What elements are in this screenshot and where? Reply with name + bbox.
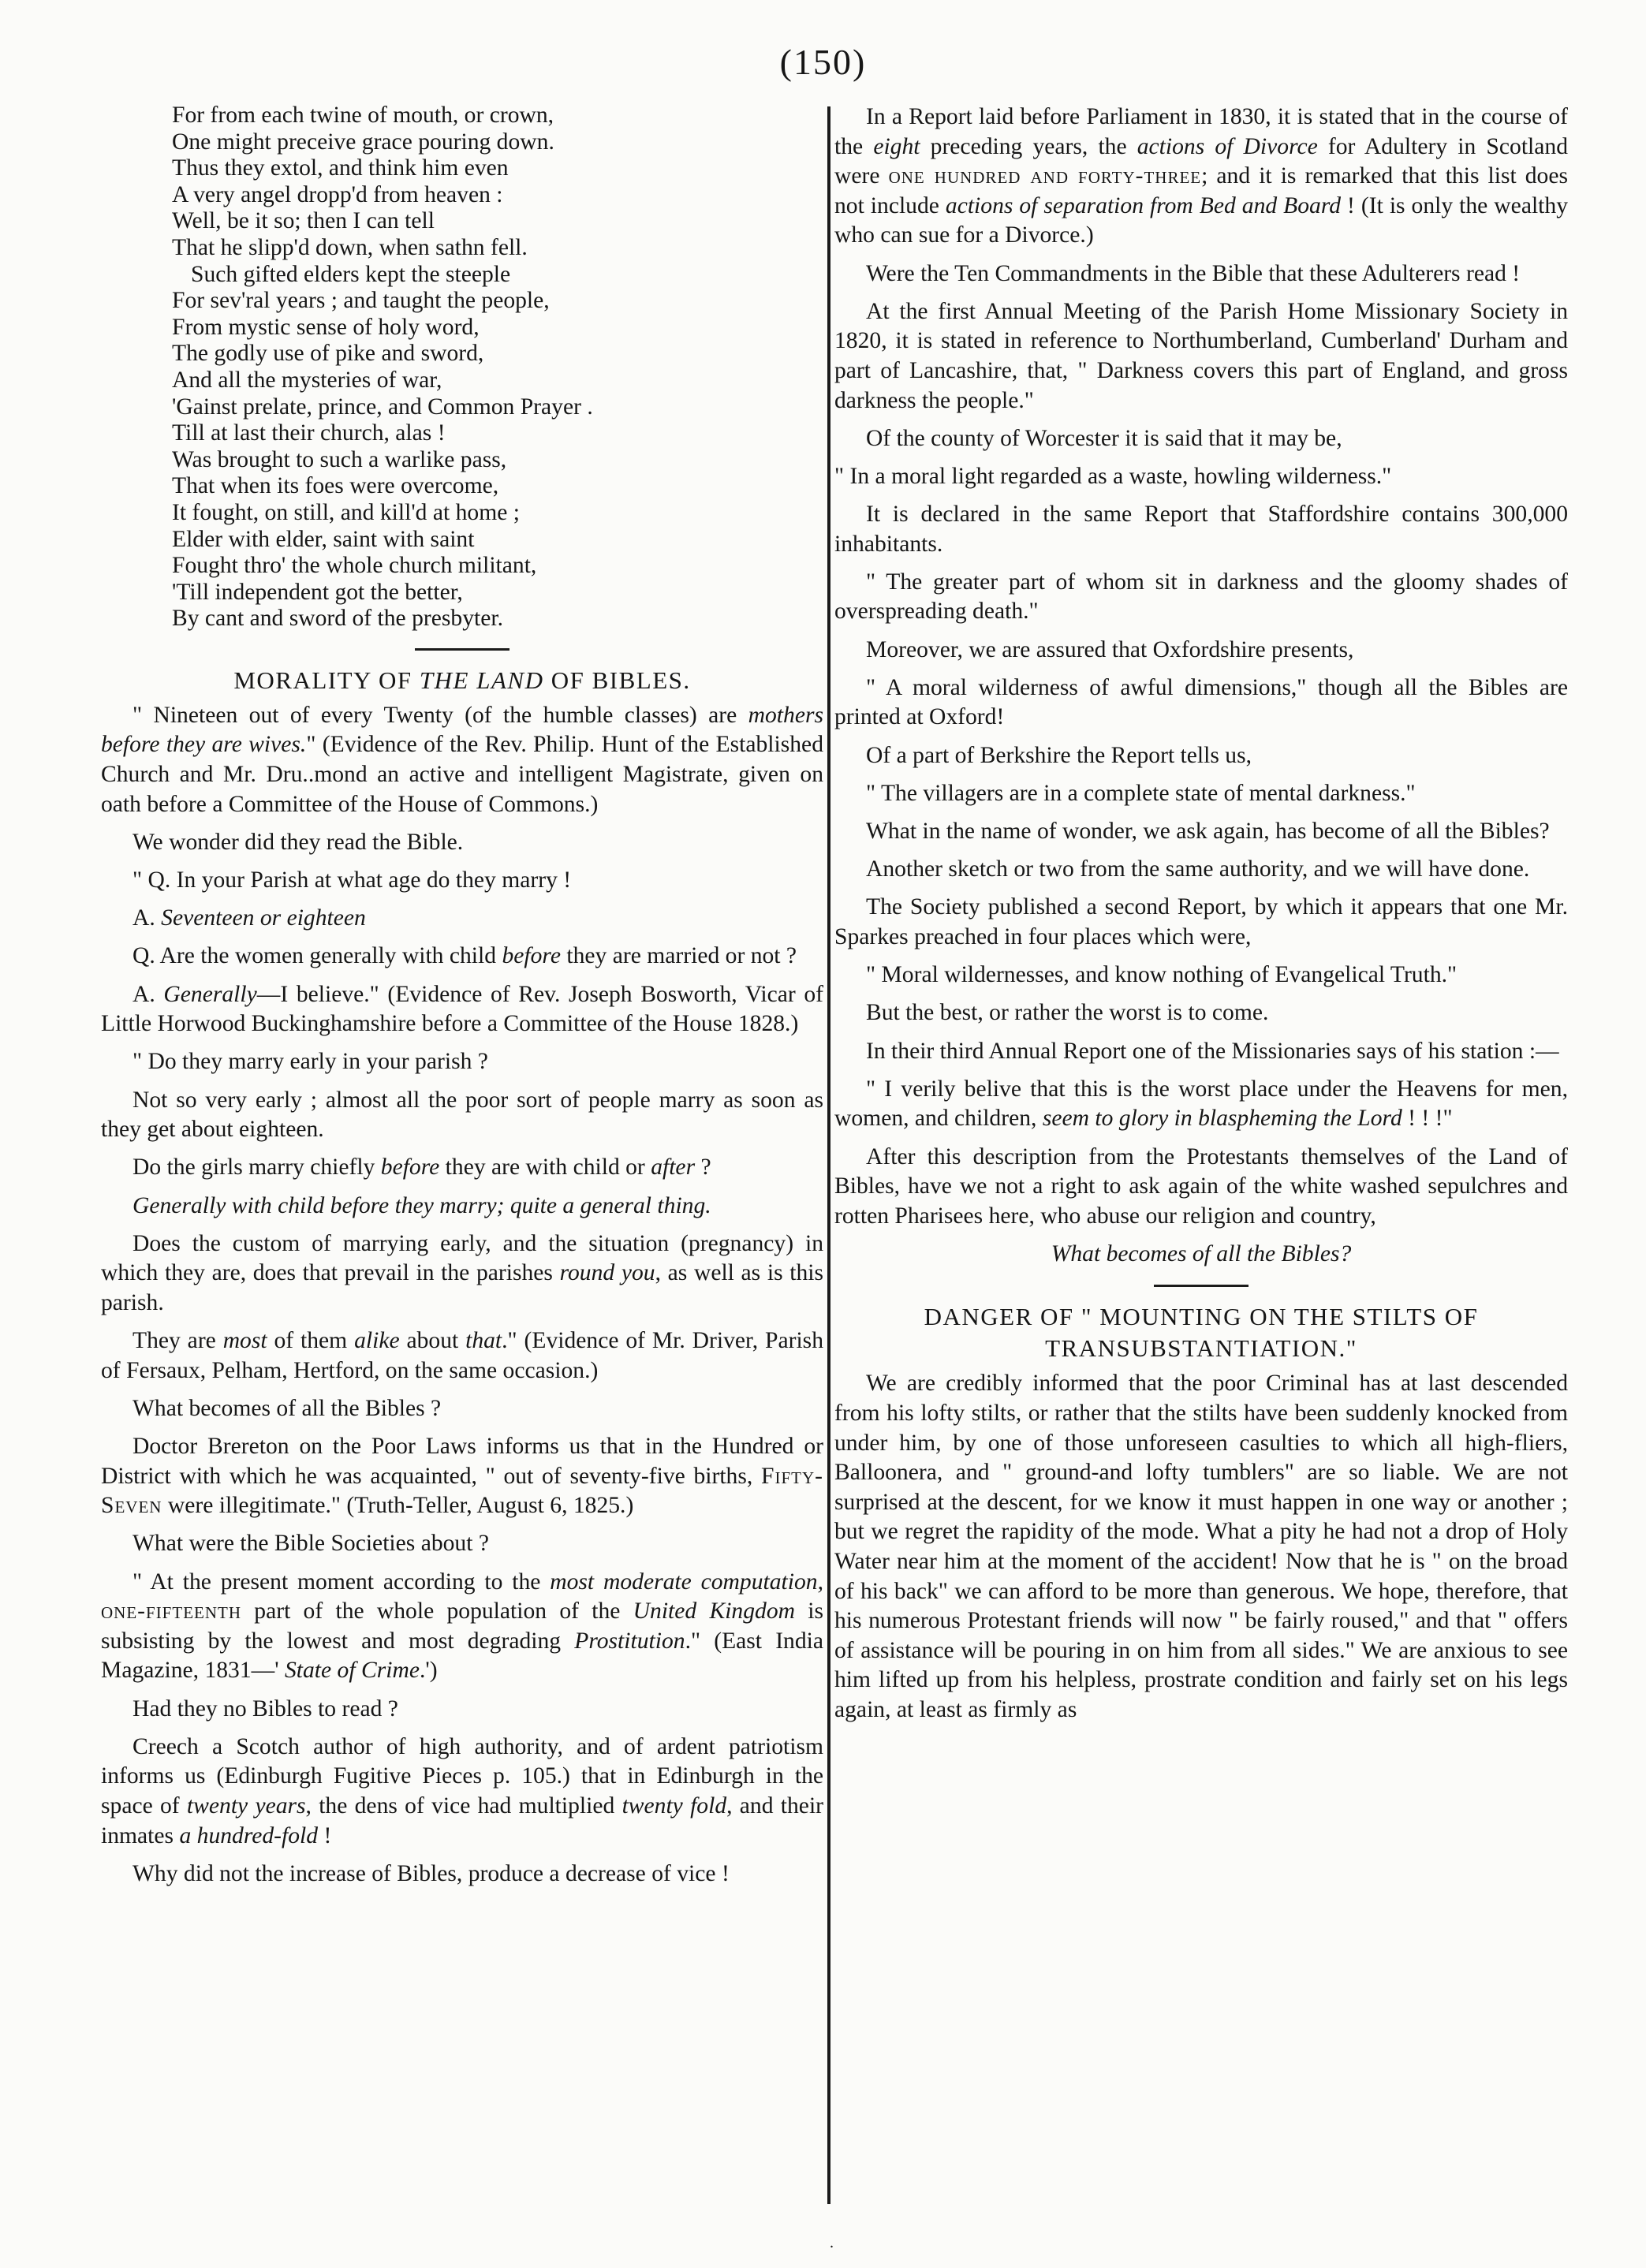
right-column: [834, 103, 1568, 2216]
paragraph: What becomes of all the Bibles ?: [133, 1395, 442, 1421]
footer-mark: .: [830, 2234, 834, 2251]
poem-line: That when its foes were overcome,: [172, 473, 499, 499]
closing-line: What becomes of all the Bibles?: [1051, 1240, 1352, 1266]
paragraph: Generally with child before they marry; quite a general thing.: [133, 1192, 711, 1218]
article-heading: MORALITY OF THE LAND OF BIBLES.: [233, 666, 691, 694]
column-rule: [827, 106, 830, 2204]
poem-line: Thus they extol, and think him even: [172, 155, 509, 181]
left-column: [101, 103, 823, 2216]
paragraph: Not so very early ; almost all the poor sort of people marry as soon as they get about eighteen.: [101, 1087, 823, 1143]
paragraph: Why did not the increase of Bibles, produce a decrease of vice !: [133, 1860, 730, 1886]
paragraph: Of the county of Worcester it is said that it may be,: [866, 425, 1342, 451]
poem-line: A very angel dropp'd from heaven :: [172, 181, 503, 207]
section-separator: [415, 648, 509, 651]
poem-line: 'Gainst prelate, prince, and Common Prayer .: [172, 394, 593, 420]
paragraph: " Nineteen out of every Twenty (of the humble classes) are mothers before they are wives." (Evidence of the Rev. Philip. Hunt of the Established Church and Mr. Dru..mond an active and intelligent Magistrate, given on oath before a Committee of the House of Commons.): [101, 702, 823, 817]
poem-line: Till at last their church, alas !: [172, 420, 446, 446]
poem-line: For from each twine of mouth, or crown,: [172, 103, 554, 128]
paragraph: " I verily belive that this is the worst place under the Heavens for men, women, and children, seem to glory in blaspheming the Lord ! ! !": [834, 1076, 1568, 1132]
paragraph: We wonder did they read the Bible.: [133, 829, 464, 855]
paragraph: In their third Annual Report one of the Missionaries says of his station :—: [866, 1038, 1559, 1064]
paragraph: What were the Bible Societies about ?: [133, 1531, 489, 1557]
poem-line: That he slipp'd down, when sathn fell.: [172, 234, 528, 260]
paragraph: We are credibly informed that the poor Criminal has at last descended from his lofty stilts, or rather that the stilts have been suddenly knocked from under him, by one of those unforeseen casulties to which all high-fliers, Balloonera, and " ground-and lofty tumblers" are so liable. We are not surprised at the descent, for we know it must happen in one way or another ; but we regret the rapidity of the mode. What a pity he had not a drop of Holy Water near him at the moment of the accident! Now that he is " on the broad of his back" we can afford to be more than generous. We hope, therefore, that his numerous Protestant friends will now " be fairly roused," and that " offers of assistance will be pouring in on him from all sides." We are anxious to see him lifted up from his helpless, prostrate condition and fairly set on his legs again, at least as firmly as: [834, 1371, 1568, 1722]
paragraph: Of a part of Berkshire the Report tells us,: [866, 742, 1252, 768]
poem-line: Was brought to such a warlike pass,: [172, 446, 507, 472]
paragraph: Q. Are the women generally with child before they are married or not ?: [133, 943, 797, 969]
poem-line: One might preceive grace pouring down.: [172, 129, 554, 155]
paragraph: Do the girls marry chiefly before they are with child or after ?: [133, 1155, 711, 1181]
poem: [172, 103, 823, 632]
paragraph: A. Seventeen or eighteen: [133, 905, 366, 931]
poem-line: From mystic sense of holy word,: [172, 314, 480, 340]
paragraph: After this description from the Protestants themselves of the Land of Bibles, have we not a right to ask again of the white washed sepulchres and rotten Pharisees here, who abuse our religion and country,: [834, 1143, 1568, 1229]
paragraph: In a Report laid before Parliament in 1830, it is stated that in the course of the eight preceding years, the actions of Divorce for Adultery in Scotland were one hundred and forty-three; and it is remarked that this list does not include actions of separation from Bed and Board ! (It is only the wealthy who can sue for a Divorce.): [834, 104, 1568, 248]
paragraph: " In a moral light regarded as a waste, howling wilderness.": [834, 463, 1392, 489]
paragraph: " At the present moment according to the most moderate computation, one-fifteenth part of the whole population of the United Kingdom is subsisting by the lowest and most degrading Prostitution." (East India Magazine, 1831—' State of Crime.'): [101, 1569, 823, 1684]
paragraph: But the best, or rather the worst is to come.: [866, 1000, 1269, 1026]
paragraph: " Q. In your Parish at what age do they marry !: [133, 867, 572, 893]
poem-line: Elder with elder, saint with saint: [172, 526, 475, 552]
paragraph: Had they no Bibles to read ?: [133, 1695, 398, 1722]
paragraph: " Moral wildernesses, and know nothing of Evangelical Truth.": [866, 962, 1458, 988]
page-number: (150): [779, 42, 867, 82]
paragraph: The Society published a second Report, by which it appears that one Mr. Sparkes preached in four places which were,: [834, 894, 1568, 949]
paragraph: Moreover, we are assured that Oxfordshire presents,: [866, 636, 1354, 662]
paragraph: Creech a Scotch author of high authority, and of ardent patriotism informs us (Edinburgh Fugitive Pieces p. 105.) that in Edinburgh in the space of twenty years, the dens of vice had multiplied twenty fold, and their inmates a hundred-fold !: [101, 1733, 823, 1848]
poem-line: Such gifted elders kept the steeple: [191, 261, 511, 287]
section-separator: [1154, 1285, 1248, 1287]
paragraph: Doctor Brereton on the Poor Laws informs us that in the Hundred or District with which he was acquainted, " out of seventy-five births, Fifty-Seven were illegitimate." (Truth-Teller, August 6, 1825.): [101, 1434, 823, 1519]
poem-line: The godly use of pike and sword,: [172, 341, 484, 367]
poem-line: 'Till independent got the better,: [172, 579, 463, 605]
paragraph: It is declared in the same Report that Staffordshire contains 300,000 inhabitants.: [834, 502, 1568, 557]
paragraph: " Do they marry early in your parish ?: [133, 1049, 488, 1075]
paragraph: What in the name of wonder, we ask again, has become of all the Bibles?: [866, 819, 1550, 844]
poem-line: For sev'ral years ; and taught the people,: [172, 288, 550, 314]
paragraph: Another sketch or two from the same authority, and we will have done.: [866, 856, 1530, 882]
poem-line: It fought, on still, and kill'd at home ;: [172, 499, 520, 525]
paragraph: At the first Annual Meeting of the Parish Home Missionary Society in 1820, it is stated in reference to Northumberland, Cumberland' Durham and part of Lancashire, that, " Darkness covers this part of England, and gross darkness the people.": [834, 298, 1568, 413]
paragraph: Does the custom of marrying early, and the situation (pregnancy) in which they are, does that prevail in the parishes round you, as well as is this parish.: [101, 1230, 823, 1315]
paragraph: A. Generally—I believe." (Evidence of Rev. Joseph Bosworth, Vicar of Little Horwood Buckinghamshire before a Committee of the House 1828.): [101, 981, 823, 1037]
paragraph: Were the Ten Commandments in the Bible that these Adulterers read !: [866, 260, 1521, 286]
poem-line: Well, be it so; then I can tell: [172, 208, 435, 234]
article-heading: DANGER OF " MOUNTING ON THE STILTS OF TRANSUBSTANTIATION.": [924, 1303, 1479, 1363]
paragraph: They are most of them alike about that." (Evidence of Mr. Driver, Parish of Fersaux, Pelham, Hertford, on the same occasion.): [101, 1328, 823, 1383]
paragraph: " The villagers are in a complete state of mental darkness.": [866, 780, 1416, 806]
poem-line: By cant and sword of the presbyter.: [172, 606, 503, 632]
paragraph: " A moral wilderness of awful dimensions," though all the Bibles are printed at Oxford!: [834, 674, 1568, 730]
poem-line: And all the mysteries of war,: [172, 367, 442, 393]
paragraph: " The greater part of whom sit in darkness and the gloomy shades of overspreading death.": [834, 569, 1568, 625]
poem-line: Fought thro' the whole church militant,: [172, 553, 537, 579]
